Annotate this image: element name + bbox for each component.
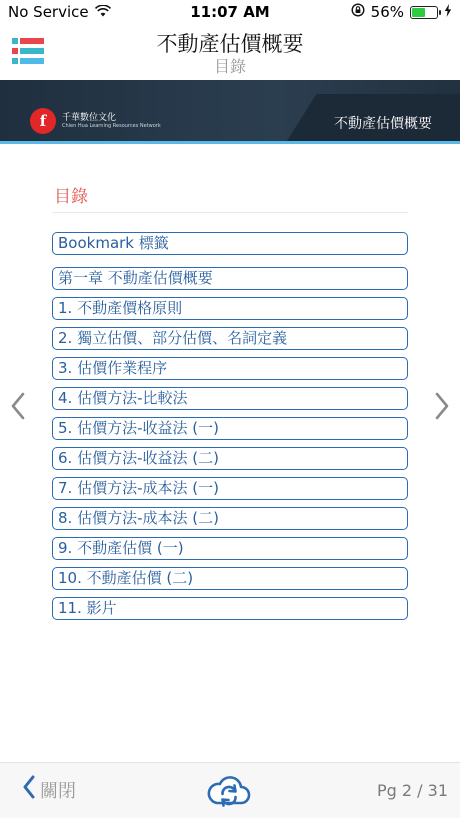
page-subtitle: 目錄: [213, 57, 246, 76]
banner-stripe: [0, 141, 460, 144]
toc-item-1[interactable]: 1. 不動產價格原則: [52, 297, 408, 320]
brand-logo-group: [30, 108, 161, 134]
next-page-button[interactable]: [430, 392, 454, 424]
toc-item-6[interactable]: 6. 估價方法-收益法 (二): [52, 447, 408, 470]
rotation-lock-icon: [351, 3, 365, 21]
toc-item-5[interactable]: 5. 估價方法-收益法 (一): [52, 417, 408, 440]
status-time: 11:07 AM: [190, 3, 270, 21]
toc-item-2[interactable]: 2. 獨立估價、部分估價、名詞定義: [52, 327, 408, 350]
status-left: [8, 3, 111, 21]
battery-icon: [410, 6, 438, 19]
toc-item-7[interactable]: 7. 估價方法-成本法 (一): [52, 477, 408, 500]
toc-item-bookmark[interactable]: Bookmark 標籤: [52, 232, 408, 255]
toc-item-4[interactable]: 4. 估價方法-比較法: [52, 387, 408, 410]
toc-item-chapter-1[interactable]: 第一章 不動產估價概要: [52, 267, 408, 290]
prev-page-button[interactable]: [6, 392, 30, 424]
brand-name: 千華數位文化: [62, 113, 117, 123]
toc-heading: 目錄: [54, 187, 88, 207]
toc-item-3[interactable]: 3. 估價作業程序: [52, 357, 408, 380]
carrier-label: No Service: [8, 3, 89, 21]
status-right: [351, 3, 452, 21]
battery-fill: [412, 8, 425, 17]
charging-icon: [444, 3, 452, 21]
cloud-sync-icon: [206, 794, 252, 813]
brand-text: [62, 113, 161, 129]
nav-header: [0, 24, 460, 80]
page-title: 不動產估價概要: [156, 32, 304, 56]
close-button[interactable]: [22, 775, 76, 804]
chevron-right-icon: [434, 392, 450, 424]
close-label: 關閉: [40, 780, 76, 802]
toc-item-8[interactable]: 8. 估價方法-成本法 (二): [52, 507, 408, 530]
battery-percent: 56%: [370, 3, 404, 21]
page-indicator: Pg 2 / 31: [377, 781, 448, 800]
brand-logo-icon: f: [30, 108, 56, 134]
wifi-icon: [95, 3, 111, 21]
chevron-left-icon: [10, 392, 26, 424]
banner-title: 不動產估價概要: [334, 116, 432, 132]
divider: [52, 212, 408, 213]
status-bar: [0, 0, 460, 24]
back-chevron-icon: [22, 775, 36, 804]
toc-item-9[interactable]: 9. 不動產估價 (一): [52, 537, 408, 560]
toc-item-11[interactable]: 11. 影片: [52, 597, 408, 620]
bottom-toolbar: [0, 762, 460, 818]
publisher-banner: [0, 80, 460, 144]
cloud-sync-button[interactable]: [206, 773, 252, 809]
toc-list: [52, 232, 408, 627]
toc-item-10[interactable]: 10. 不動產估價 (二): [52, 567, 408, 590]
brand-subtext: Chien Hua Learning Resources Network: [62, 123, 161, 129]
